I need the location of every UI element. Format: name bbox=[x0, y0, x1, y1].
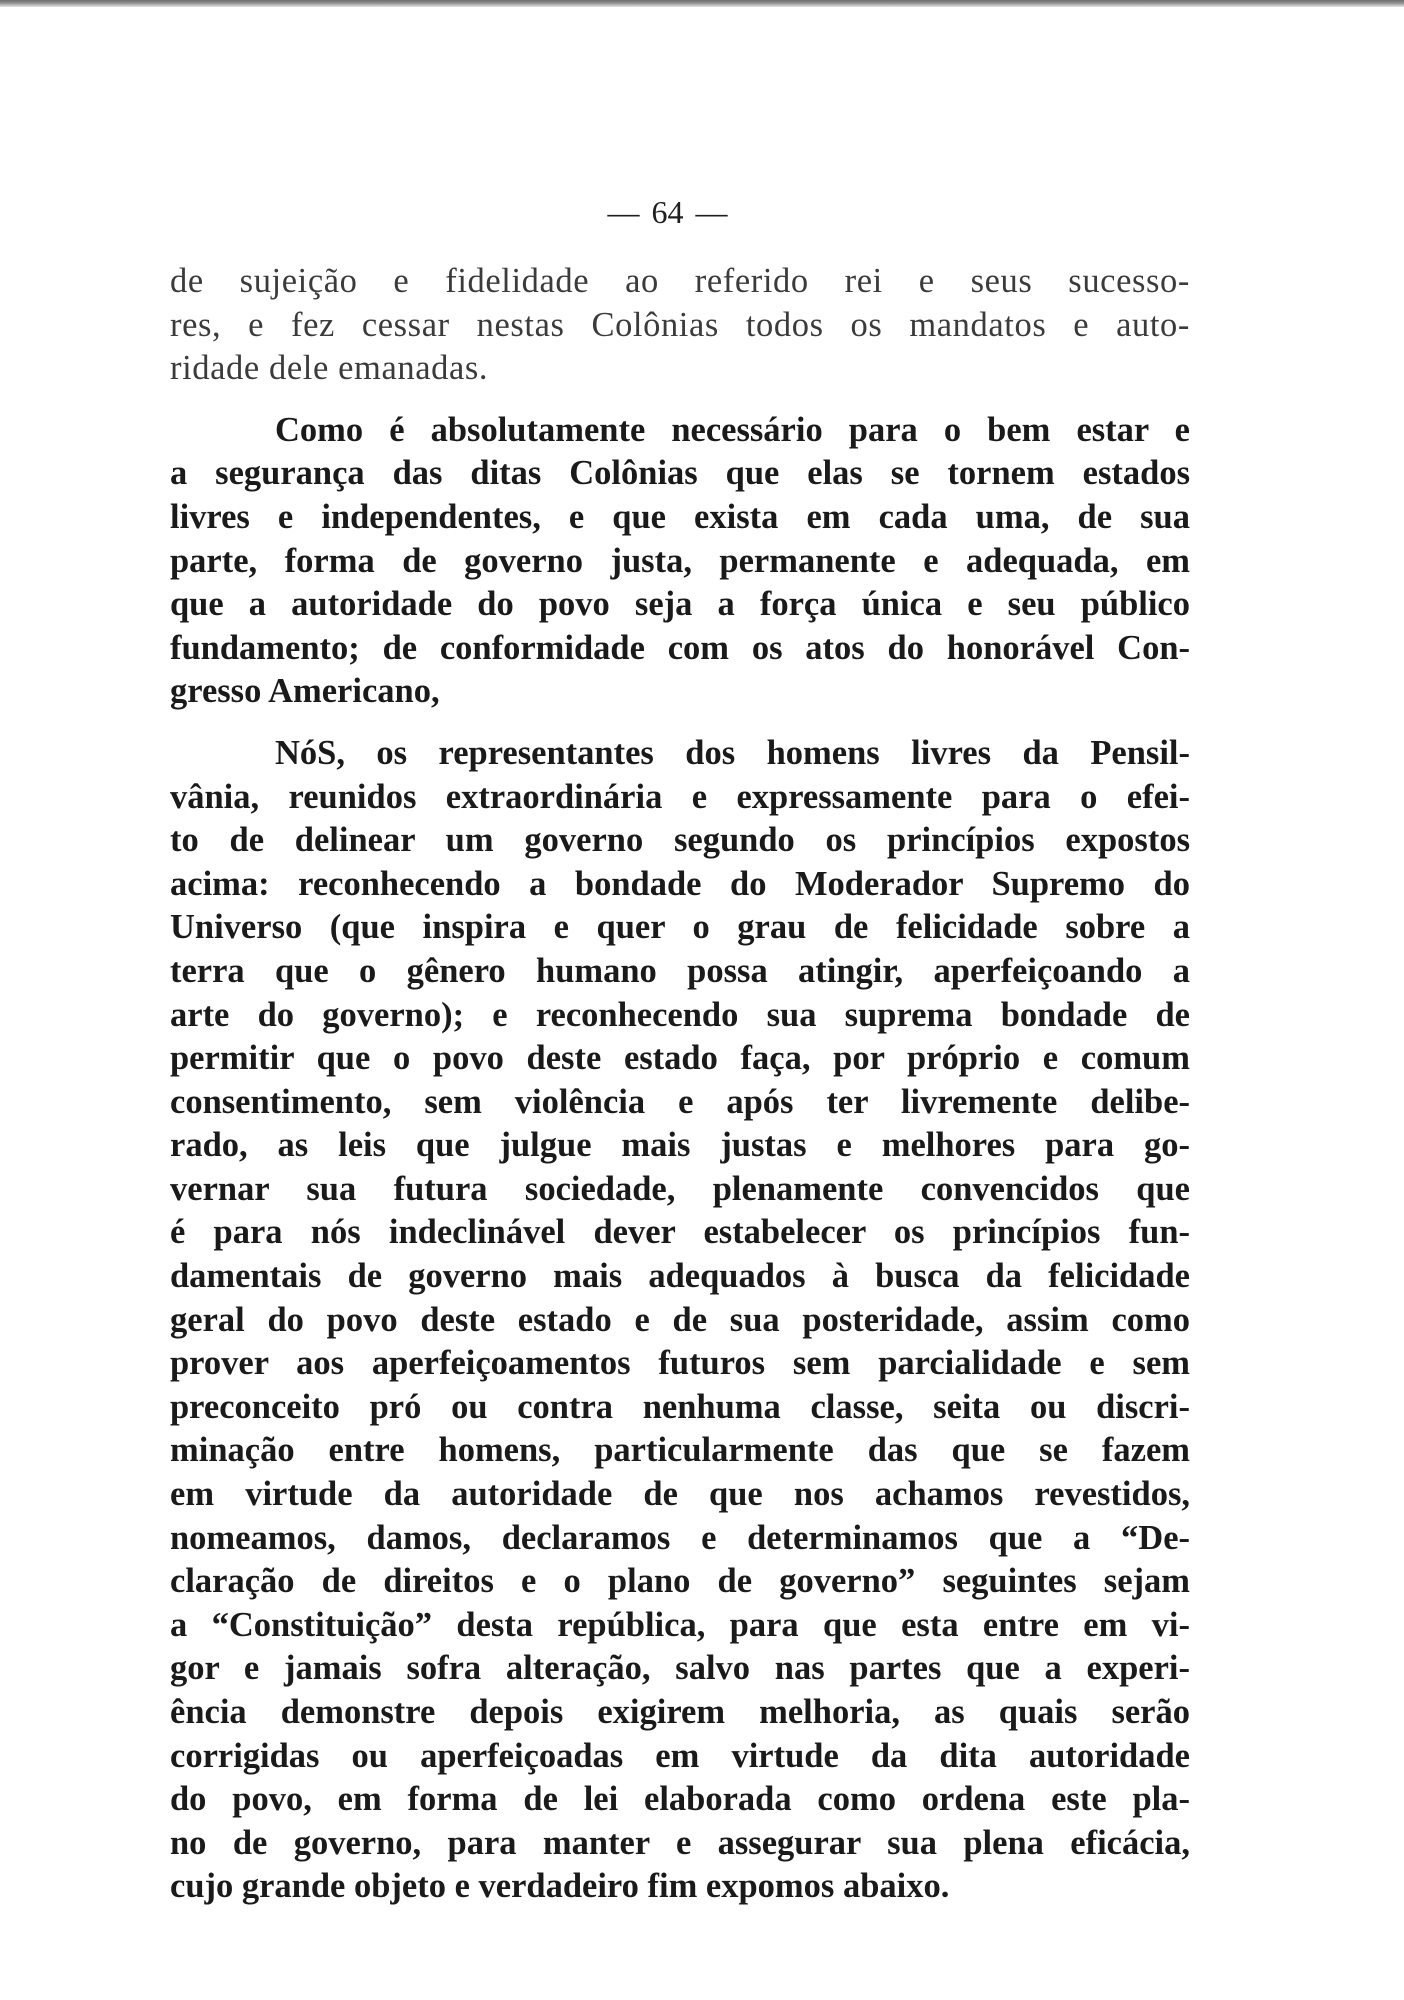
page-number-dash-right: — bbox=[695, 194, 728, 230]
text-line: res, e fez cessar nestas Colônias todos os mandatos e auto- bbox=[170, 305, 1190, 344]
text-line: to de delinear um governo segundo os princípios expostos bbox=[170, 821, 1190, 860]
text-line: é para nós indeclinável dever estabelecer os princípios fun- bbox=[170, 1213, 1190, 1252]
text-line: corrigidas ou aperfeiçoadas em virtude da dita autoridade bbox=[170, 1736, 1190, 1775]
text-line: rado, as leis que julgue mais justas e melhores para go- bbox=[170, 1126, 1190, 1165]
text-line: parte, forma de governo justa, permanente e adequada, em bbox=[170, 541, 1190, 580]
paragraph bbox=[170, 732, 1190, 1909]
text-line: arte do governo); e reconhecendo sua suprema bondade de bbox=[170, 995, 1190, 1034]
text-line: consentimento, sem violência e após ter livremente delibe- bbox=[170, 1082, 1190, 1121]
text-line: terra que o gênero humano possa atingir, aperfeiçoando a bbox=[170, 951, 1190, 990]
page-number-dash-left: — bbox=[607, 194, 640, 230]
paragraph bbox=[170, 409, 1190, 714]
text-line: cujo grande objeto e verdadeiro fim expomos abaixo. bbox=[170, 1867, 950, 1906]
text-line: ridade dele emanadas. bbox=[170, 349, 489, 388]
page-top-edge bbox=[0, 0, 1404, 7]
text-line: acima: reconhecendo a bondade do Moderador Supremo do bbox=[170, 864, 1190, 903]
page-number-header bbox=[0, 188, 1335, 236]
page-number: 64 bbox=[651, 194, 684, 230]
text-line: Universo (que inspira e quer o grau de felicidade sobre a bbox=[170, 908, 1190, 947]
body-text bbox=[170, 260, 1190, 1909]
text-line: vânia, reunidos extraordinária e expressamente para o efei- bbox=[170, 777, 1190, 816]
text-line: no de governo, para manter e assegurar sua plena eficácia, bbox=[170, 1823, 1190, 1862]
paragraph-gap bbox=[170, 391, 1190, 409]
text-line: vernar sua futura sociedade, plenamente convencidos que bbox=[170, 1169, 1190, 1208]
text-line: prover aos aperfeiçoamentos futuros sem parcialidade e sem bbox=[170, 1344, 1190, 1383]
text-line: NóS, os representantes dos homens livres da Pensil- bbox=[275, 733, 1190, 772]
text-line: damentais de governo mais adequados à busca da felicidade bbox=[170, 1257, 1190, 1296]
text-line: geral do povo deste estado e de sua posteridade, assim como bbox=[170, 1300, 1190, 1339]
text-line: gresso Americano, bbox=[170, 672, 440, 711]
text-line: gor e jamais sofra alteração, salvo nas partes que a experi- bbox=[170, 1649, 1190, 1688]
text-line: do povo, em forma de lei elaborada como ordena este pla- bbox=[170, 1780, 1190, 1819]
text-line: ência demonstre depois exigirem melhoria, as quais serão bbox=[170, 1693, 1190, 1731]
text-line: claração de direitos e o plano de governo” seguintes sejam bbox=[170, 1562, 1190, 1601]
paragraph-gap bbox=[170, 714, 1190, 732]
text-line: preconceito pró ou contra nenhuma classe, seita ou discri- bbox=[170, 1387, 1190, 1426]
text-line: a “Constituição” desta república, para que esta entre em vi- bbox=[170, 1605, 1190, 1644]
paragraph bbox=[170, 260, 1190, 391]
text-line: a segurança das ditas Colônias que elas se tornem estados bbox=[170, 454, 1190, 493]
text-line: de sujeição e fidelidade ao referido rei e seus sucesso- bbox=[170, 262, 1190, 300]
text-line: minação entre homens, particularmente das que se fazem bbox=[170, 1431, 1190, 1470]
text-line: em virtude da autoridade de que nos achamos revestidos, bbox=[170, 1475, 1190, 1514]
text-line: livres e independentes, e que exista em cada uma, de sua bbox=[170, 497, 1190, 536]
text-line: Como é absolutamente necessário para o bem estar e bbox=[275, 410, 1190, 449]
text-line: que a autoridade do povo seja a força única e seu público bbox=[170, 585, 1190, 624]
text-line: fundamento; de conformidade com os atos do honorável Con- bbox=[170, 628, 1190, 667]
text-line: nomeamos, damos, declaramos e determinamos que a “De- bbox=[170, 1518, 1190, 1557]
text-line: permitir que o povo deste estado faça, por próprio e comum bbox=[170, 1039, 1190, 1078]
